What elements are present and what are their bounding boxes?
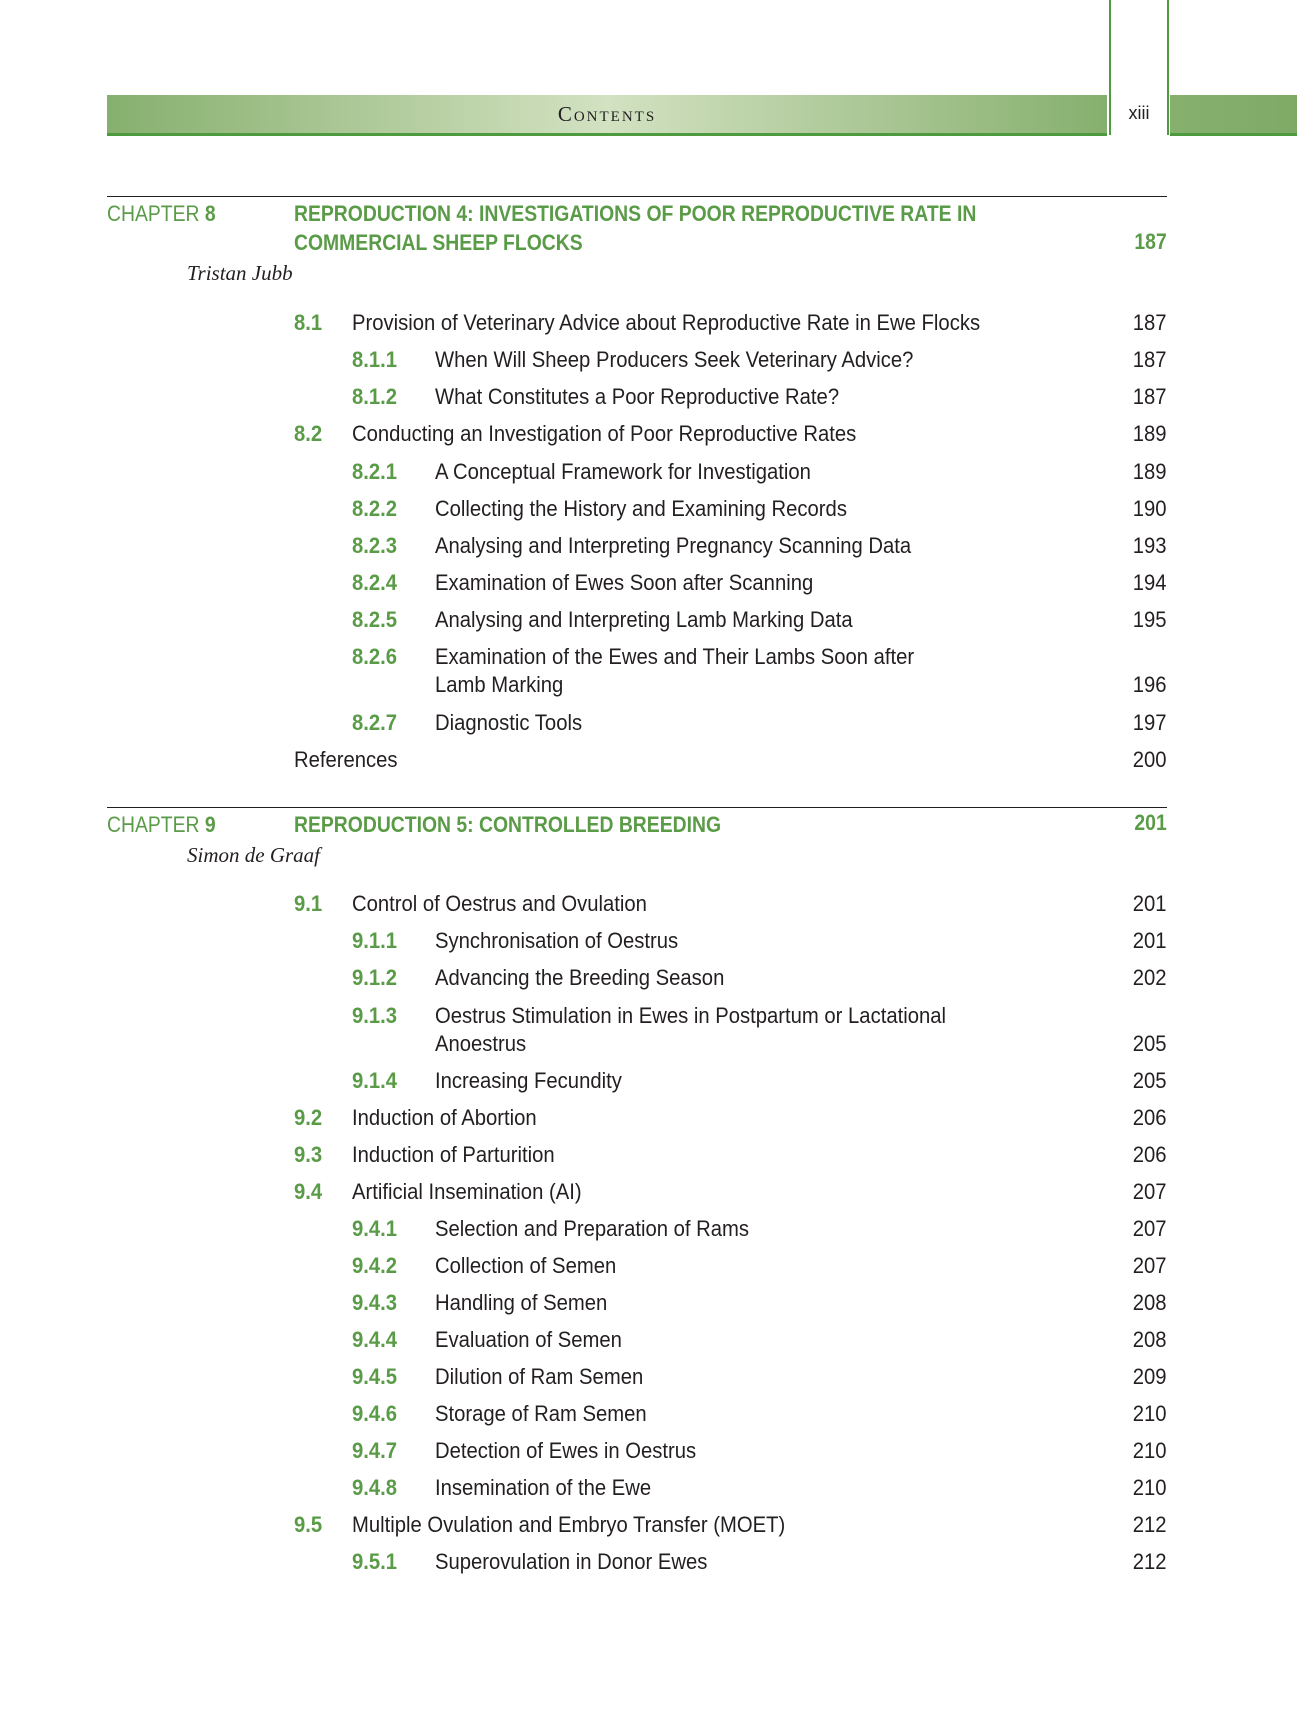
chapter-label: CHAPTER 8	[107, 201, 216, 226]
section-page: 206	[1133, 1142, 1167, 1167]
section-number: 8.1.1	[352, 347, 398, 372]
section-page: 200	[1133, 747, 1167, 772]
section-title: References	[294, 747, 398, 772]
section-page: 187	[1133, 384, 1167, 409]
section-title: Dilution of Ram Semen	[435, 1364, 644, 1389]
section-page: 209	[1133, 1364, 1167, 1389]
section-page: 187	[1133, 347, 1167, 372]
section-number: 9.5.1	[352, 1549, 398, 1574]
section-page: 205	[1133, 1031, 1167, 1056]
section-number: 9.5	[294, 1512, 323, 1537]
section-number: 9.1	[294, 891, 323, 916]
section-page: 207	[1133, 1253, 1167, 1278]
section-page: 193	[1133, 533, 1167, 558]
section-number: 9.1.4	[352, 1068, 398, 1093]
section-page: 190	[1133, 496, 1167, 521]
section-title: Handling of Semen	[435, 1290, 608, 1315]
section-page: 210	[1133, 1401, 1167, 1426]
chapter-page: 201	[1134, 810, 1167, 835]
section-title: Storage of Ram Semen	[435, 1401, 647, 1426]
section-title: Diagnostic Tools	[435, 710, 583, 735]
section-title: Advancing the Breeding Season	[435, 965, 725, 990]
section-number: 9.4.4	[352, 1327, 398, 1352]
chapter-label: CHAPTER 9	[107, 812, 216, 837]
section-title: Provision of Veterinary Advice about Reproductive Rate in Ewe Flocks	[352, 310, 981, 335]
section-number: 9.4.7	[352, 1438, 398, 1463]
section-title: Examination of Ewes Soon after Scanning	[435, 570, 814, 595]
section-page: 207	[1133, 1216, 1167, 1241]
section-title: Selection and Preparation of Rams	[435, 1216, 750, 1241]
section-title: Induction of Abortion	[352, 1105, 537, 1130]
section-title: What Constitutes a Poor Reproductive Rate?	[435, 384, 840, 409]
section-number: 8.1	[294, 310, 323, 335]
section-title: Oestrus Stimulation in Ewes in Postpartum or Lactational Anoestrus	[435, 1003, 946, 1056]
section-number: 9.4.6	[352, 1401, 398, 1426]
section-number: 8.2.3	[352, 533, 398, 558]
section-title: Collection of Semen	[435, 1253, 617, 1278]
section-page: 196	[1133, 672, 1167, 697]
section-title: When Will Sheep Producers Seek Veterinary Advice?	[435, 347, 914, 372]
section-number: 9.4.3	[352, 1290, 398, 1315]
section-title: Increasing Fecundity	[435, 1068, 622, 1093]
section-title: Multiple Ovulation and Embryo Transfer (MOET)	[352, 1512, 786, 1537]
section-number: 8.2.7	[352, 710, 398, 735]
section-page: 206	[1133, 1105, 1167, 1130]
header-band-right	[1170, 95, 1297, 136]
section-page: 187	[1133, 310, 1167, 335]
section-page: 197	[1133, 710, 1167, 735]
section-page: 201	[1133, 891, 1167, 916]
chapter-author: Simon de Graaf	[187, 843, 320, 867]
section-number: 8.2.6	[352, 644, 398, 669]
section-number: 9.1.1	[352, 928, 398, 953]
section-number: 8.2.5	[352, 607, 398, 632]
section-title: Examination of the Ewes and Their Lambs Soon after Lamb Marking	[435, 644, 915, 697]
chapter-page: 187	[1134, 229, 1167, 254]
section-number: 9.4	[294, 1179, 323, 1204]
section-page: 202	[1133, 965, 1167, 990]
section-number: 8.2.4	[352, 570, 398, 595]
section-number: 9.1.2	[352, 965, 398, 990]
section-title: Superovulation in Donor Ewes	[435, 1549, 708, 1574]
section-page: 210	[1133, 1475, 1167, 1500]
section-title: Detection of Ewes in Oestrus	[435, 1438, 697, 1463]
chapter-9-heading	[107, 807, 1167, 837]
section-number: 9.1.3	[352, 1003, 398, 1028]
section-title: Analysing and Interpreting Lamb Marking Data	[435, 607, 853, 632]
section-number: 9.4.5	[352, 1364, 398, 1389]
section-title: Conducting an Investigation of Poor Reproductive Rates	[352, 421, 857, 446]
section-number: 8.1.2	[352, 384, 398, 409]
section-page: 210	[1133, 1438, 1167, 1463]
section-page: 208	[1133, 1290, 1167, 1315]
page-number: xiii	[1128, 103, 1150, 123]
chapter-title: REPRODUCTION 4: INVESTIGATIONS OF POOR REPRODUCTIVE RATE IN COMMERCIAL SHEEP FLOCKS	[294, 201, 977, 255]
section-title: Synchronisation of Oestrus	[435, 928, 679, 953]
section-page: 212	[1133, 1512, 1167, 1537]
section-number: 9.4.2	[352, 1253, 398, 1278]
chapter-8-heading	[107, 196, 1167, 255]
section-page: 195	[1133, 607, 1167, 632]
section-page: 205	[1133, 1068, 1167, 1093]
chapter-author: Tristan Jubb	[187, 261, 293, 285]
section-number: 8.2.1	[352, 459, 398, 484]
section-title: Analysing and Interpreting Pregnancy Scanning Data	[435, 533, 912, 558]
section-page: 201	[1133, 928, 1167, 953]
section-title: Evaluation of Semen	[435, 1327, 622, 1352]
section-title: Insemination of the Ewe	[435, 1475, 652, 1500]
section-page: 189	[1133, 421, 1167, 446]
section-number: 8.2.2	[352, 496, 398, 521]
section-page: 208	[1133, 1327, 1167, 1352]
running-header-title: Contents	[557, 102, 657, 126]
section-title: Control of Oestrus and Ovulation	[352, 891, 647, 916]
section-number: 8.2	[294, 421, 323, 446]
section-title: Artificial Insemination (AI)	[352, 1179, 582, 1204]
section-number: 9.3	[294, 1142, 323, 1167]
chapter-title: REPRODUCTION 5: CONTROLLED BREEDING	[294, 812, 722, 837]
section-number: 9.4.8	[352, 1475, 398, 1500]
section-title: A Conceptual Framework for Investigation	[435, 459, 811, 484]
section-title: Collecting the History and Examining Records	[435, 496, 847, 521]
section-number: 9.2	[294, 1105, 323, 1130]
section-page: 189	[1133, 459, 1167, 484]
section-number: 9.4.1	[352, 1216, 398, 1241]
section-title: Induction of Parturition	[352, 1142, 555, 1167]
section-page: 207	[1133, 1179, 1167, 1204]
page-tab-right-border	[1167, 0, 1169, 135]
section-page: 194	[1133, 570, 1167, 595]
section-page: 212	[1133, 1549, 1167, 1574]
